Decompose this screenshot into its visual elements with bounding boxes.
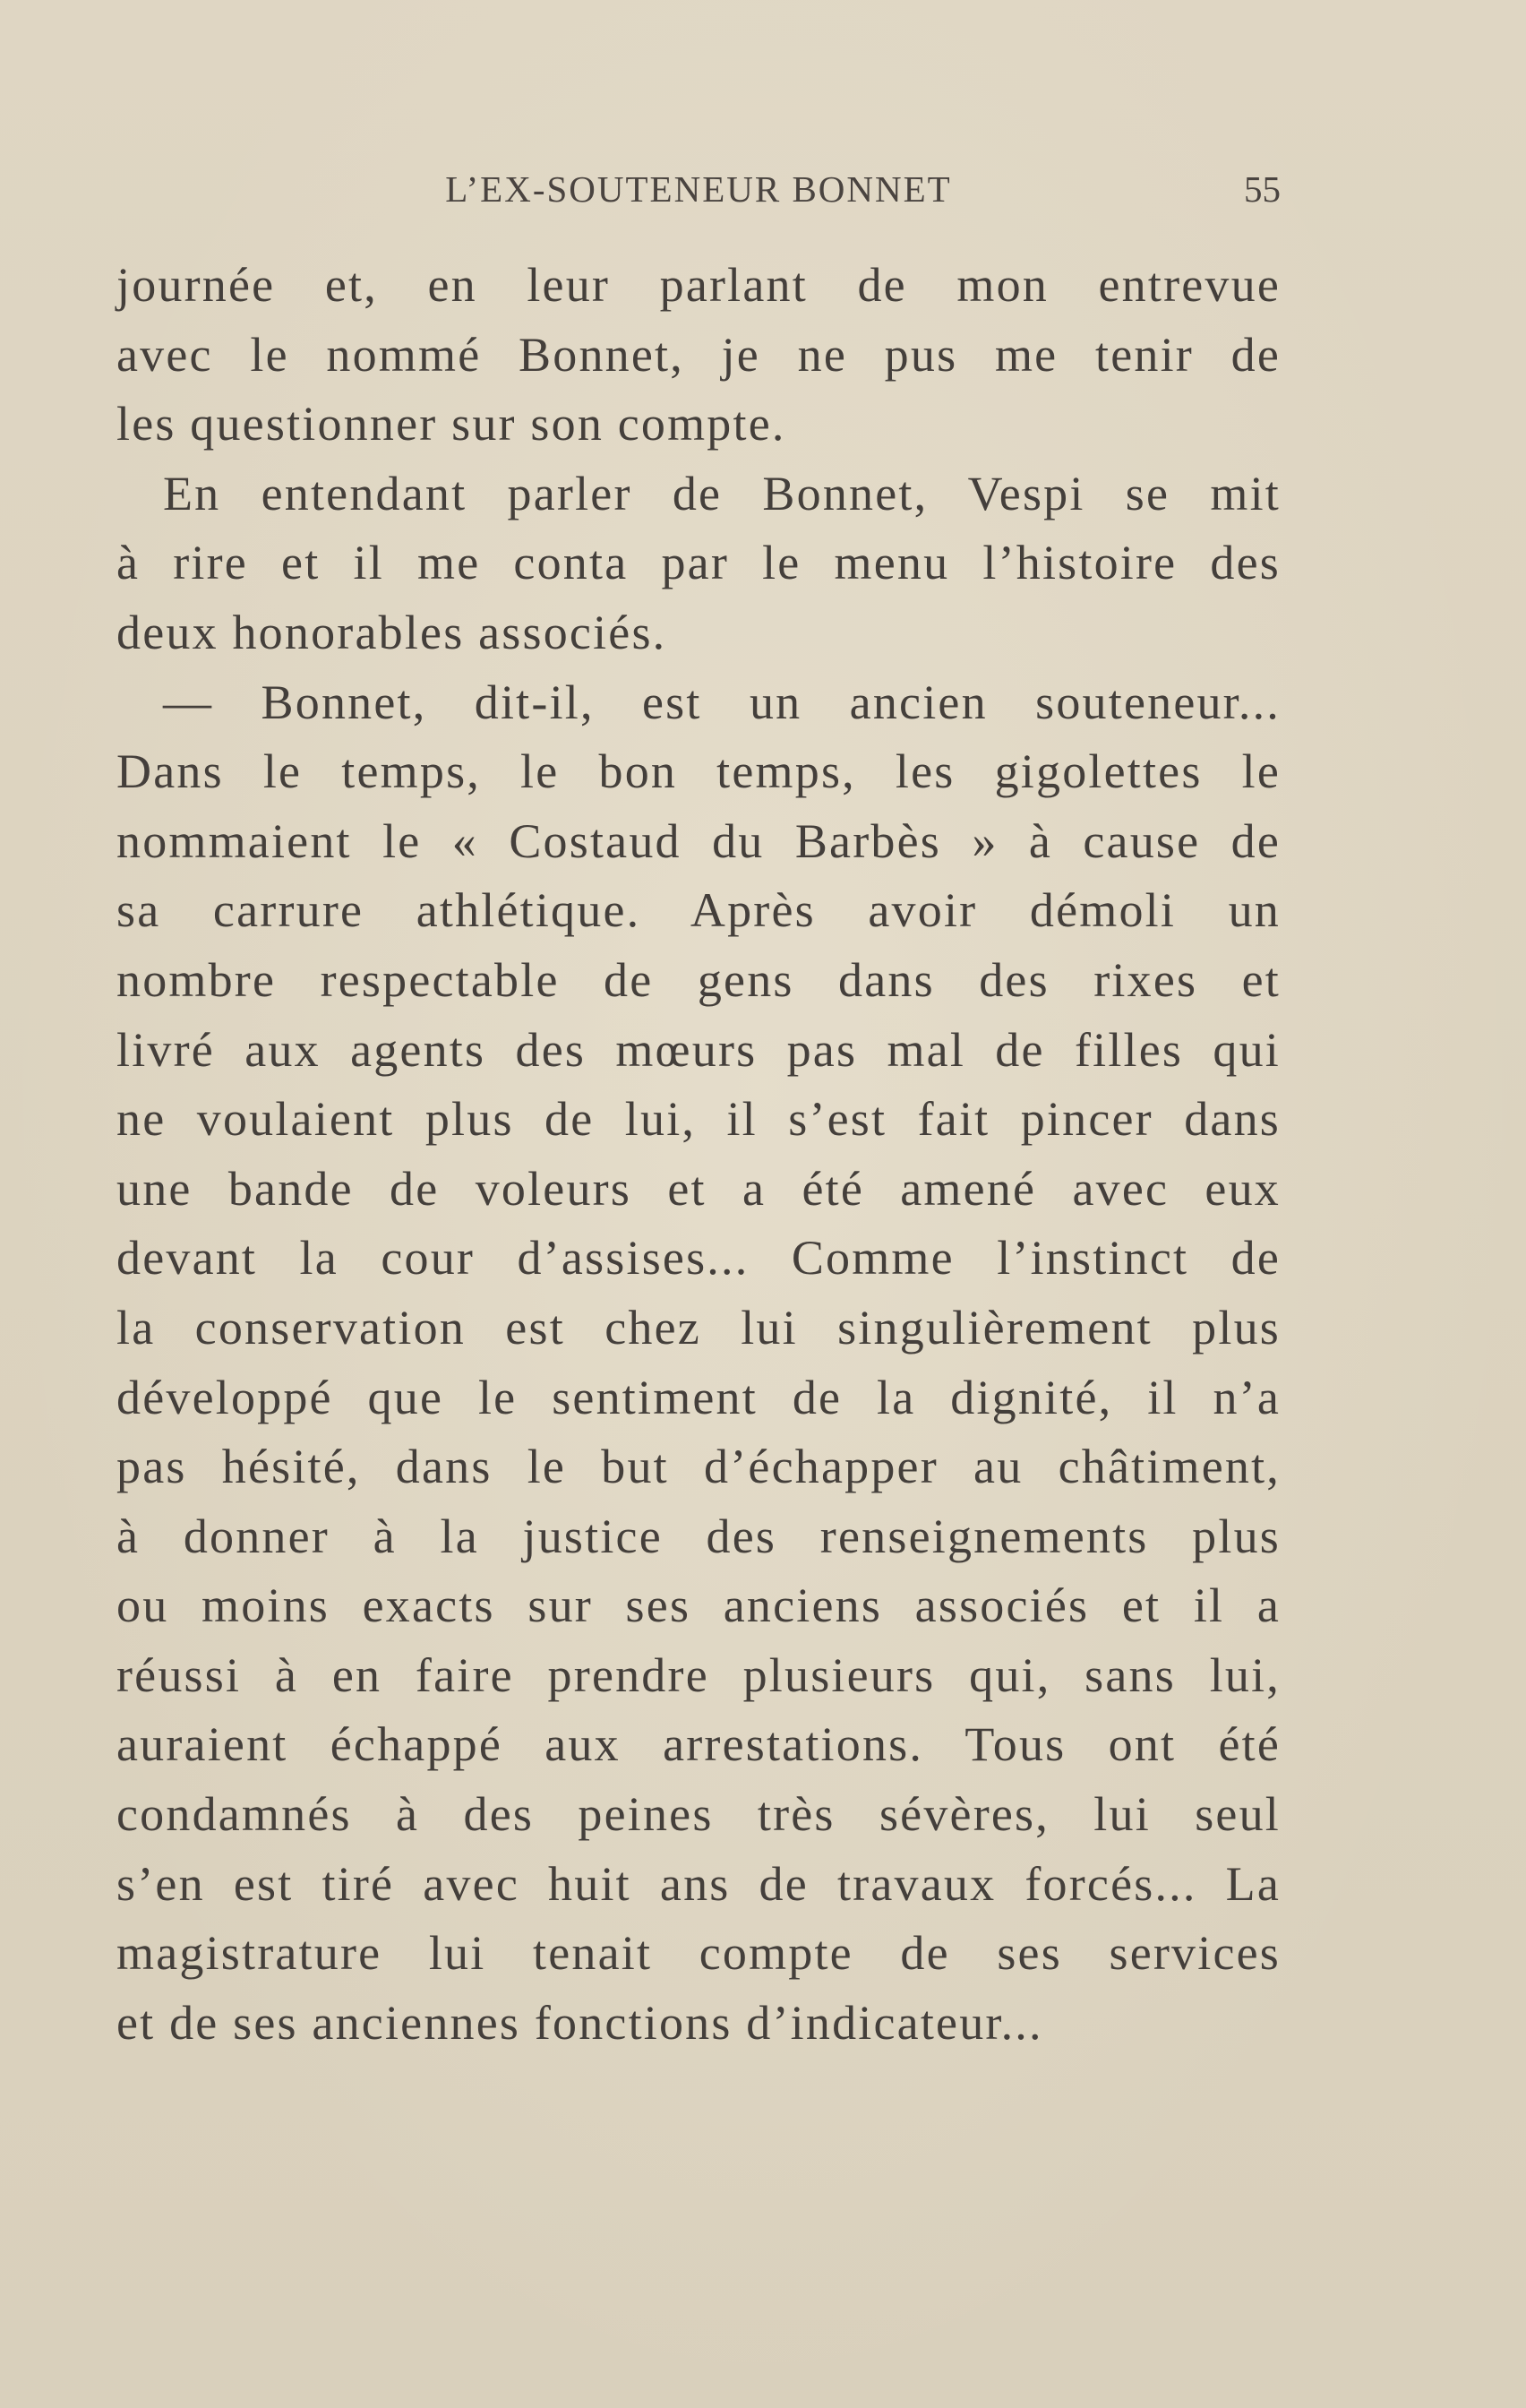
text-line: deux honorables associés.: [116, 605, 667, 659]
text-line: — Bonnet, dit-il, est un ancien souteneur...: [163, 675, 1281, 729]
text-line: condamnés à des peines très sévères, lui seul: [116, 1787, 1281, 1842]
text-line: s’en est tiré avec huit ans de travaux forcés... La: [116, 1856, 1281, 1911]
text-line: livré aux agents des mœurs pas mal de filles qui: [116, 1022, 1281, 1077]
text-line: journée et, en leur parlant de mon entrevue: [116, 258, 1281, 312]
text-line: devant la cour d’assises... Comme l’instinct de: [116, 1231, 1281, 1286]
text-line: Dans le temps, le bon temps, les gigolettes le: [116, 744, 1281, 799]
text-line: à rire et il me conta par le menu l’histoire des: [116, 536, 1281, 590]
text-line: auraient échappé aux arrestations. Tous ont été: [116, 1717, 1281, 1772]
text-line: développé que le sentiment de la dignité, il n’a: [116, 1370, 1281, 1424]
text-line: et de ses anciennes fonctions d’indicateur...: [116, 1995, 1043, 2050]
text-line: réussi à en faire prendre plusieurs qui, sans lui,: [116, 1647, 1281, 1702]
running-head: [116, 167, 1281, 211]
text-line: pas hésité, dans le but d’échapper au châtiment,: [116, 1440, 1281, 1494]
text-line: une bande de voleurs et a été amené avec eux: [116, 1161, 1281, 1216]
text-line: ne voulaient plus de lui, il s’est fait pincer dans: [116, 1092, 1281, 1147]
text-line: les questionner sur son compte.: [116, 397, 786, 452]
text-line: En entendant parler de Bonnet, Vespi se mit: [163, 466, 1281, 520]
running-title: L’EX-SOUTENEUR BONNET: [445, 168, 952, 210]
text-line: nombre respectable de gens dans des rixes et: [116, 952, 1281, 1007]
text-line: nommaient le « Costaud du Barbès » à cause de: [116, 813, 1281, 868]
text-line: à donner à la justice des renseignements plus: [116, 1509, 1281, 1563]
text-line: avec le nommé Bonnet, je ne pus me tenir de: [116, 327, 1281, 382]
text-line: magistrature lui tenait compte de ses services: [116, 1926, 1281, 1981]
text-line: ou moins exacts sur ses anciens associés et il a: [116, 1578, 1281, 1633]
page-number: 55: [1244, 168, 1281, 210]
text-line: la conservation est chez lui singulièrement plus: [116, 1300, 1281, 1354]
text-line: sa carrure athlétique. Après avoir démoli un: [116, 883, 1281, 938]
body-text: [116, 251, 1281, 2058]
